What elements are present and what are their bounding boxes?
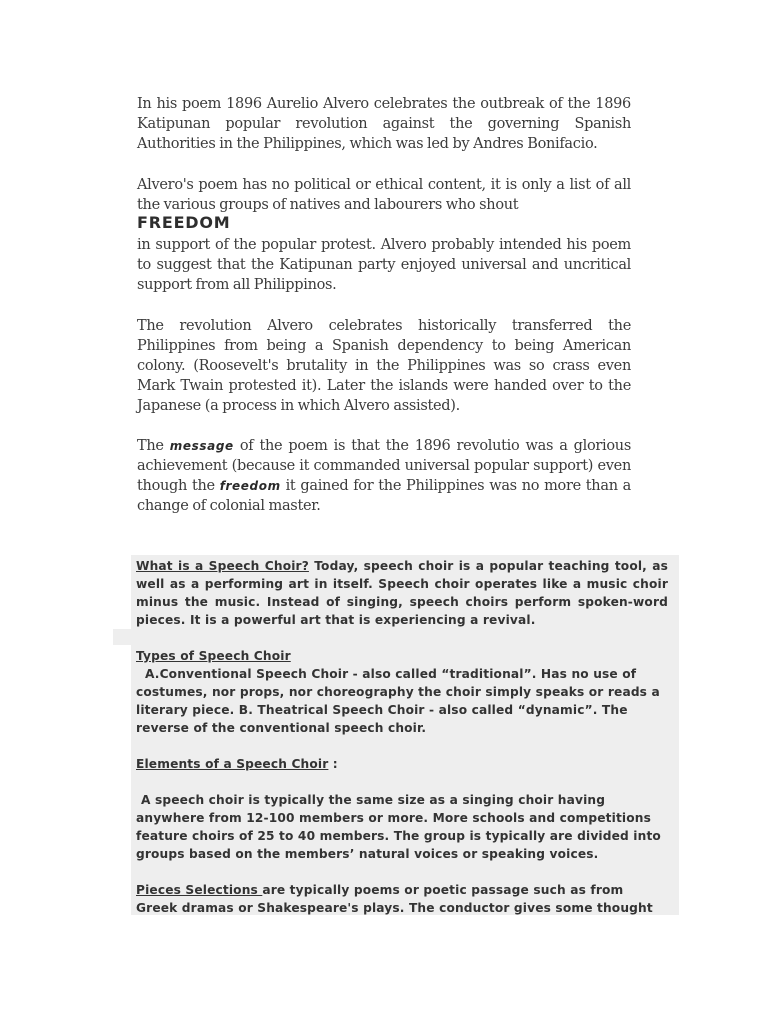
pieces-selections-text: are typically poems or poetic passage such as from Greek dramas or Shakespeare's plays. The conductor gives some thought: [136, 883, 653, 915]
paragraph-message: [137, 436, 631, 516]
freedom-heading: FREEDOM: [137, 213, 231, 232]
elements-of-speech-choir-heading: Elements of a Speech Choir: [136, 757, 329, 771]
paragraph-support: in support of the popular protest. Alvero probably intended his poem to suggest that the Katipunan party enjoyed universal and uncritical support from all Philippinos.: [137, 237, 631, 293]
pieces-selections-paragraph: [136, 881, 668, 917]
paragraph-message-part-b: of the poem is that the 1896 revolutio was a glorious achievement (because it commanded universal popular support) even though the: [137, 438, 631, 494]
background-stub: [113, 629, 131, 645]
what-is-speech-choir-heading: What is a Speech Choir?: [136, 559, 309, 573]
freedom-emphasis: freedom: [219, 479, 281, 493]
what-is-speech-choir-text: Today, speech choir is a popular teaching tool, as well as a performing art in itself. Speech choir operates like a music choir minus the music. Instead of singing, speech choirs perform spoken-word pieces. It is a powerful art that is experiencing a revival.: [136, 559, 668, 627]
paragraph-revolution: The revolution Alvero celebrates historically transferred the Philippines from being a Spanish dependency to being American colony. (Roosevelt's brutality in the Philippines was so crass even Mark Twain protested it). Later the islands were handed over to the Japanese (a process in which Alvero assisted).: [137, 318, 631, 414]
elements-heading-line: [136, 755, 668, 773]
types-of-speech-choir-heading: Types of Speech Choir: [136, 649, 291, 663]
types-heading-line: [136, 647, 668, 665]
paragraph-intro: In his poem 1896 Aurelio Alvero celebrates the outbreak of the 1896 Katipunan popular revolution against the governing Spanish Authorities in the Philippines, which was led by Andres Bonifacio.: [137, 96, 631, 152]
types-description: A.Conventional Speech Choir - also called “traditional”. Has no use of costumes, nor props, nor choreography the choir simply speaks or reads a literary piece. B. Theatrical Speech Choir - also called “dynamic”. The reverse of the conventional speech choir.: [136, 667, 660, 735]
paragraph-alvero-poem: Alvero's poem has no political or ethical content, it is only a list of all the various groups of natives and labourers who shout: [137, 177, 631, 213]
elements-heading-suffix: :: [328, 757, 338, 771]
message-emphasis: message: [169, 439, 234, 453]
speech-choir-definition: [136, 557, 668, 629]
paragraph-message-part-a: The: [137, 438, 170, 454]
paragraph-message-part-c: it gained for the Philippines was no more than a change of colonial master.: [137, 478, 631, 514]
pieces-selections-heading: Pieces Selections: [136, 883, 263, 897]
elements-description: A speech choir is typically the same size as a singing choir having anywhere from 12-100 members or more. More schools and competitions feature choirs of 25 to 40 members. The group is typically are divided into groups based on the members’ natural voices or speaking voices.: [136, 793, 661, 861]
